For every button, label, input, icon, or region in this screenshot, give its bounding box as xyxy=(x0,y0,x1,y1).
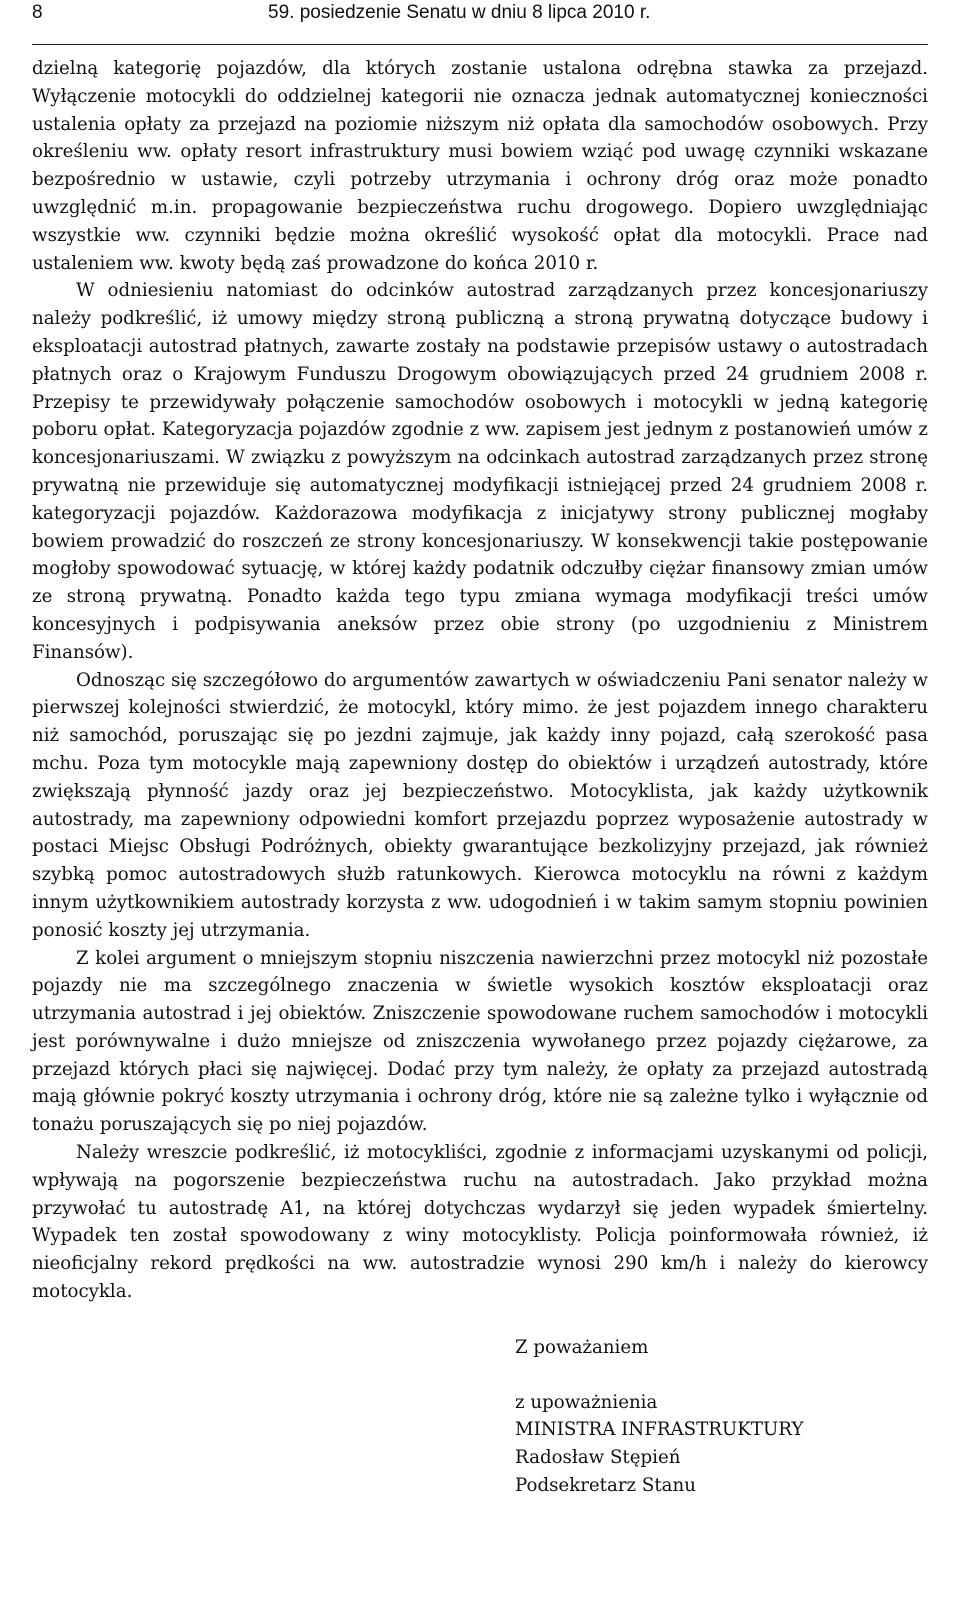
paragraph-4: Z kolei argument o mniejszym stopniu niszczenia nawierzchni przez motocykl niż pozostałe pojazdy nie ma szczególnego znaczenia w świetle wysokich kosztów eksploatacji oraz utrzymania autostrad i jej obiektów. Zniszczenie spowodowane ruchem samochodów i motocykli jest porównywalne i dużo mniejsze od zniszczenia wywołanego przez pojazdy ciężarowe, za przejazd których płaci się najwięcej. Dodać przy tym należy, że opłaty za przejazd autostradą mają głównie pokryć koszty utrzymania i ochrony dróg, które nie są zależne tylko i wyłącznie od tonażu poruszających się po niej pojazdów. xyxy=(32,947,928,1136)
paragraph-2: W odniesieniu natomiast do odcinków autostrad zarządzanych przez koncesjonariuszy należy podkreślić, iż umowy między stroną publiczną a stroną prywatną dotyczące budowy i eksploatacji autostrad płatnych, zawarte zostały na podstawie przepisów ustawy o autostradach płatnych oraz o Krajowym Funduszu Drogowym obowiązujących przed 24 grudniem 2008 r. Przepisy te przewidywały połączenie samochodów osobowych i motocykli w jedną kategorię poboru opłat. Kategoryzacja pojazdów zgodnie z ww. zapisem jest jednym z postanowień umów z koncesjonariuszami. W związku z powyższym na odcinkach autostrad zarządzanych przez stronę prywatną nie przewiduje się automatycznej modyfikacji istniejącej przed 24 grudniem 2008 r. kategoryzacji pojazdów. Każdorazowa modyfikacja z inicjatywy strony publicznej mogłaby bowiem prowadzić do roszczeń ze strony koncesjonariuszy. W konsekwencji takie postępowanie mogłoby spowodować sytuację, w której każdy podatnik odczułby ciężar finansowy zmian umów ze stroną prywatną. Ponadto każda tego typu zmiana wymaga modyfikacji treści umów koncesyjnych i podpisywania aneksów przez obie strony (po uzgodnieniu z Ministrem Finansów). xyxy=(32,280,928,663)
signatory-position: Podsekretarz Stanu xyxy=(515,1475,696,1497)
document-page xyxy=(32,0,928,1500)
paragraph-3: Odnosząc się szczegółowo do argumentów zawartych w oświadczeniu Pani senator należy w pierwszej kolejności stwierdzić, że motocykl, który mimo. że jest pojazdem innego charakteru niż samochód, poruszając się po jezdni zajmuje, jak każdy inny pojazd, całą szerokość pasa mchu. Poza tym motocykle mają zapewniony dostęp do obiektów i urządzeń autostrady, które zwiększają płynność jazdy oraz jej bezpieczeństwo. Motocyklista, jak każdy użytkownik autostrady, ma zapewniony odpowiedni komfort przejazdu poprzez wyposażenie autostrady w postaci Miejsc Obsługi Podróżnych, obiekty gwarantujące bezkolizyjny przejazd, jak również szybką pomoc autostradowych służb ratunkowych. Kierowca motocyklu na równi z każdym innym użytkownikiem autostrady korzysta z ww. udogodnień i w takim samym stopniu powinien ponosić koszty jej utrzymania. xyxy=(32,669,928,941)
document-body xyxy=(32,45,928,1306)
ministry-name: MINISTRA INFRASTRUKTURY xyxy=(515,1419,804,1441)
signature-block xyxy=(515,1334,928,1500)
page-header xyxy=(32,0,928,45)
running-title: 59. posiedzenie Senatu w dniu 8 lipca 2010 r. xyxy=(268,2,651,23)
paragraph-1: dzielną kategorię pojazdów, dla których zostanie ustalona odrębna stawka za przejazd. Wyłączenie motocykli do oddzielnej kategorii nie oznacza jednak automatycznej konieczności ustalenia opłaty za przejazd na poziomie niższym niż opłata dla samochodów osobowych. Przy określeniu ww. opłaty resort infrastruktury musi bowiem wziąć pod uwagę czynniki wskazane bezpośrednio w ustawie, czyli potrzeby utrzymania i ochrony dróg oraz może ponadto uwzględnić m.in. propagowanie bezpieczeństwa ruchu drogowego. Dopiero uwzględniając wszystkie ww. czynniki będzie można określić wysokość opłat dla motocykli. Prace nad ustaleniem ww. kwoty będą zaś prowadzone do końca 2010 r. xyxy=(32,58,928,274)
signatory-name: Radosław Stępień xyxy=(515,1447,681,1469)
paragraph-5: Należy wreszcie podkreślić, iż motocykliści, zgodnie z informacjami uzyskanymi od policji, wpływają na pogorszenie bezpieczeństwa ruchu na autostradach. Jako przykład można przywołać tu autostradę A1, na której dotychczas wydarzył się jeden wypadek śmiertelny. Wypadek ten został spowodowany z winy motocyklisty. Policja poinformowała również, iż nieoficjalny rekord prędkości na ww. autostradzie wynosi 290 km/h i należy do kierowcy motocykla. xyxy=(32,1142,928,1303)
page-number: 8 xyxy=(32,2,43,23)
authority-line: z upoważnienia xyxy=(515,1391,658,1413)
closing-phrase: Z poważaniem xyxy=(515,1336,649,1358)
